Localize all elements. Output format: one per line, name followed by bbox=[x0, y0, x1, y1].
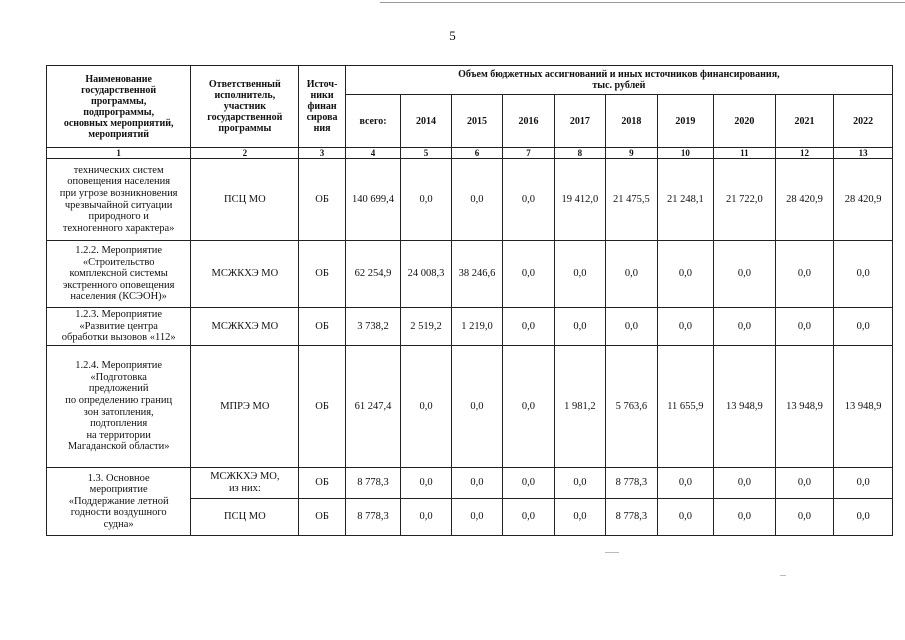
header-year-2018: 2018 bbox=[606, 95, 657, 148]
header-name-col: Наименование государственной программы, подпрограммы, основных мероприятий, мероприятий bbox=[47, 66, 191, 148]
row-year-value: 13 948,9 bbox=[834, 346, 893, 468]
row-total-value: 3 738,2 bbox=[345, 308, 401, 346]
row-funding-source: ОБ bbox=[299, 499, 345, 536]
row-funding-source: ОБ bbox=[299, 159, 345, 241]
row-year-value: 0,0 bbox=[834, 499, 893, 536]
column-number-row bbox=[47, 148, 893, 159]
row-year-value: 0,0 bbox=[451, 499, 502, 536]
row-year-value: 0,0 bbox=[503, 308, 554, 346]
row-year-value: 0,0 bbox=[714, 308, 776, 346]
row-year-value: 0,0 bbox=[775, 308, 834, 346]
column-number: 9 bbox=[606, 148, 657, 159]
column-number: 4 bbox=[345, 148, 401, 159]
column-number: 6 bbox=[451, 148, 502, 159]
row-year-value: 11 655,9 bbox=[657, 346, 714, 468]
budget-table bbox=[46, 65, 893, 536]
row-total-value: 62 254,9 bbox=[345, 241, 401, 308]
row-year-value: 1 219,0 bbox=[451, 308, 502, 346]
header-year-2016: 2016 bbox=[503, 95, 554, 148]
row-program-name: 1.3. Основное мероприятие «Поддержание летной годности воздушного судна» bbox=[47, 468, 191, 536]
row-responsible: МСЖКХЭ МО bbox=[191, 241, 299, 308]
row-year-value: 13 948,9 bbox=[775, 346, 834, 468]
row-funding-source: ОБ bbox=[299, 308, 345, 346]
table-row bbox=[47, 308, 893, 346]
table-row bbox=[47, 241, 893, 308]
row-total-value: 8 778,3 bbox=[345, 499, 401, 536]
row-year-value: 28 420,9 bbox=[775, 159, 834, 241]
row-responsible: ПСЦ МО bbox=[191, 499, 299, 536]
row-year-value: 0,0 bbox=[401, 159, 451, 241]
row-year-value: 0,0 bbox=[503, 241, 554, 308]
row-year-value: 21 248,1 bbox=[657, 159, 714, 241]
row-year-value: 0,0 bbox=[401, 468, 451, 499]
row-year-value: 0,0 bbox=[606, 308, 657, 346]
row-year-value: 0,0 bbox=[503, 468, 554, 499]
table-header bbox=[47, 66, 893, 159]
row-program-name: 1.2.3. Мероприятие «Развитие центра обработки вызовов «112» bbox=[47, 308, 191, 346]
header-total-col: всего: bbox=[345, 95, 401, 148]
header-year-2019: 2019 bbox=[657, 95, 714, 148]
row-program-name: 1.2.2. Мероприятие «Строительство комплексной системы экстренного оповещения населения (КСЭОН)» bbox=[47, 241, 191, 308]
row-year-value: 0,0 bbox=[554, 241, 605, 308]
row-year-value: 0,0 bbox=[714, 499, 776, 536]
row-responsible: МСЖКХЭ МО, из них: bbox=[191, 468, 299, 499]
scan-mark bbox=[605, 552, 619, 553]
table-row bbox=[47, 468, 893, 499]
row-year-value: 13 948,9 bbox=[714, 346, 776, 468]
row-responsible: МСЖКХЭ МО bbox=[191, 308, 299, 346]
column-number: 2 bbox=[191, 148, 299, 159]
row-year-value: 1 981,2 bbox=[554, 346, 605, 468]
row-year-value: 0,0 bbox=[714, 241, 776, 308]
row-year-value: 8 778,3 bbox=[606, 499, 657, 536]
header-source-col: Источ- ники финан сирова ния bbox=[299, 66, 345, 148]
header-responsible-col: Ответственный исполнитель, участник государственной программы bbox=[191, 66, 299, 148]
row-year-value: 21 475,5 bbox=[606, 159, 657, 241]
header-year-2020: 2020 bbox=[714, 95, 776, 148]
column-number: 3 bbox=[299, 148, 345, 159]
column-number: 11 bbox=[714, 148, 776, 159]
row-year-value: 0,0 bbox=[451, 468, 502, 499]
row-year-value: 0,0 bbox=[657, 499, 714, 536]
header-year-2017: 2017 bbox=[554, 95, 605, 148]
header-volume-title: Объем бюджетных ассигнований и иных источников финансирования, тыс. рублей bbox=[345, 66, 892, 95]
header-year-2014: 2014 bbox=[401, 95, 451, 148]
row-program-name: технических систем оповещения населения при угрозе возникновения чрезвычайной ситуации природного и техногенного характера» bbox=[47, 159, 191, 241]
row-year-value: 24 008,3 bbox=[401, 241, 451, 308]
row-program-name: 1.2.4. Мероприятие «Подготовка предложений по определению границ зон затопления, подтопления на территории Магаданской области» bbox=[47, 346, 191, 468]
row-total-value: 8 778,3 bbox=[345, 468, 401, 499]
table-row bbox=[47, 159, 893, 241]
row-year-value: 21 722,0 bbox=[714, 159, 776, 241]
row-year-value: 0,0 bbox=[503, 499, 554, 536]
header-year-2015: 2015 bbox=[451, 95, 502, 148]
row-funding-source: ОБ bbox=[299, 346, 345, 468]
row-year-value: 2 519,2 bbox=[401, 308, 451, 346]
row-year-value: 0,0 bbox=[554, 499, 605, 536]
row-year-value: 0,0 bbox=[503, 346, 554, 468]
row-year-value: 0,0 bbox=[657, 308, 714, 346]
column-number: 12 bbox=[775, 148, 834, 159]
scan-mark bbox=[780, 575, 786, 576]
row-year-value: 28 420,9 bbox=[834, 159, 893, 241]
column-number: 13 bbox=[834, 148, 893, 159]
row-year-value: 0,0 bbox=[451, 159, 502, 241]
row-year-value: 0,0 bbox=[657, 241, 714, 308]
column-number: 5 bbox=[401, 148, 451, 159]
row-year-value: 19 412,0 bbox=[554, 159, 605, 241]
row-year-value: 0,0 bbox=[554, 468, 605, 499]
row-total-value: 140 699,4 bbox=[345, 159, 401, 241]
row-funding-source: ОБ bbox=[299, 468, 345, 499]
column-number: 8 bbox=[554, 148, 605, 159]
row-responsible: ПСЦ МО bbox=[191, 159, 299, 241]
header-year-2022: 2022 bbox=[834, 95, 893, 148]
row-year-value: 38 246,6 bbox=[451, 241, 502, 308]
row-year-value: 0,0 bbox=[834, 468, 893, 499]
row-year-value: 0,0 bbox=[775, 468, 834, 499]
column-number: 7 bbox=[503, 148, 554, 159]
row-year-value: 0,0 bbox=[775, 499, 834, 536]
table-row bbox=[47, 346, 893, 468]
row-year-value: 0,0 bbox=[834, 241, 893, 308]
header-year-2021: 2021 bbox=[775, 95, 834, 148]
row-year-value: 0,0 bbox=[503, 159, 554, 241]
row-year-value: 0,0 bbox=[401, 499, 451, 536]
top-border-line bbox=[380, 2, 905, 3]
column-number: 1 bbox=[47, 148, 191, 159]
page-number: 5 bbox=[449, 28, 456, 43]
table-body bbox=[47, 159, 893, 536]
row-year-value: 0,0 bbox=[657, 468, 714, 499]
row-year-value: 0,0 bbox=[401, 346, 451, 468]
row-year-value: 0,0 bbox=[451, 346, 502, 468]
row-total-value: 61 247,4 bbox=[345, 346, 401, 468]
row-year-value: 0,0 bbox=[554, 308, 605, 346]
row-funding-source: ОБ bbox=[299, 241, 345, 308]
row-year-value: 0,0 bbox=[714, 468, 776, 499]
row-year-value: 8 778,3 bbox=[606, 468, 657, 499]
row-year-value: 0,0 bbox=[834, 308, 893, 346]
row-year-value: 5 763,6 bbox=[606, 346, 657, 468]
row-year-value: 0,0 bbox=[775, 241, 834, 308]
column-number: 10 bbox=[657, 148, 714, 159]
row-responsible: МПРЭ МО bbox=[191, 346, 299, 468]
row-year-value: 0,0 bbox=[606, 241, 657, 308]
